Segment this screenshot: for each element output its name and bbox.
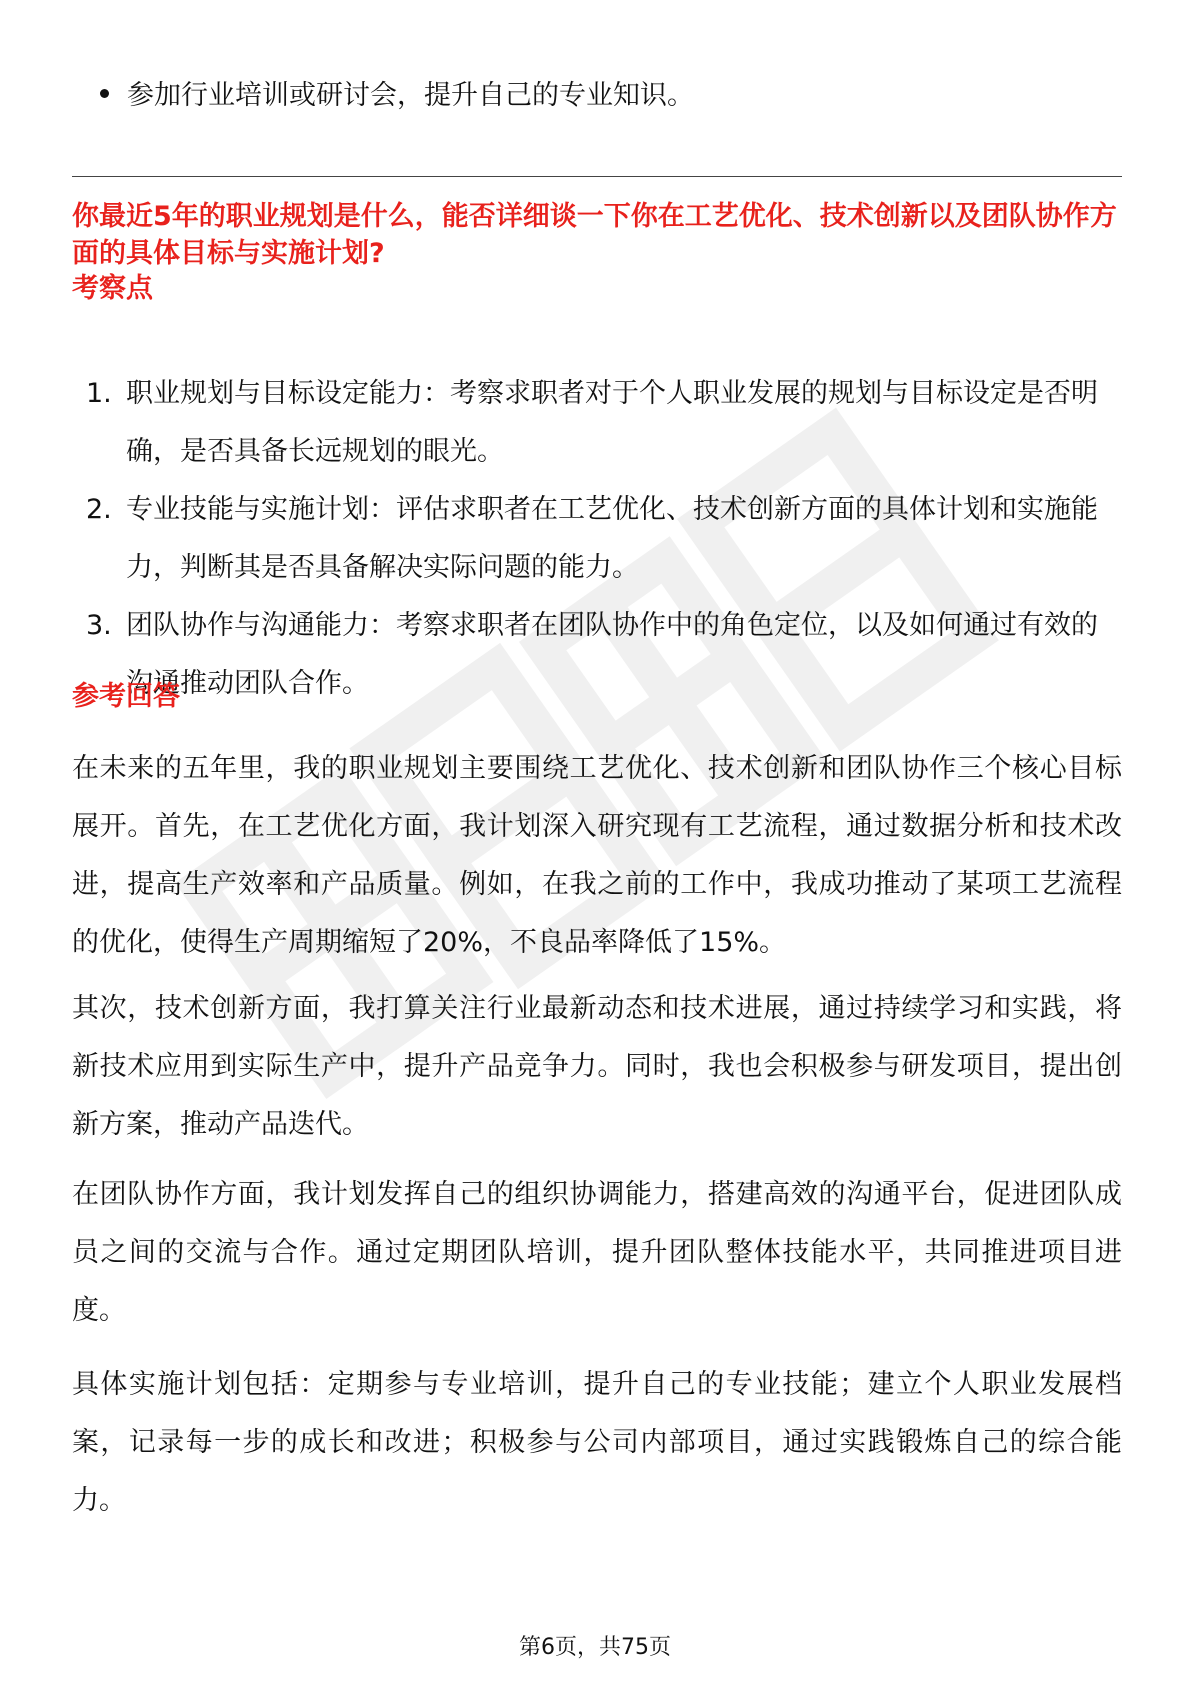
- question-title: 你最近5年的职业规划是什么，能否详细谈一下你在工艺优化、技术创新以及团队协作方面的具体目标与实施计划?: [72, 201, 1117, 269]
- list-item-text: 职业规划与目标设定能力：考察求职者对于个人职业发展的规划与目标设定是否明确，是否具备长远规划的眼光。: [126, 378, 1098, 467]
- list-item: [72, 365, 1122, 481]
- list-item-number: 2.: [86, 494, 112, 525]
- page-footer: 第6页，共75页: [519, 1635, 671, 1660]
- focus-list: [72, 365, 1122, 713]
- bullet-dot-icon: [100, 89, 109, 98]
- answer-heading: 参考回答: [72, 681, 180, 712]
- answer-paragraph: 其次，技术创新方面，我打算关注行业最新动态和技术进展，通过持续学习和实践，将新技术应用到实际生产中，提升产品竞争力。同时，我也会积极参与研发项目，提出创新方案，推动产品迭代。: [72, 993, 1122, 1140]
- focus-heading: 考察点: [72, 273, 153, 304]
- list-item: [72, 597, 1122, 713]
- list-item-number: 3.: [86, 610, 112, 641]
- bullet-text: 参加行业培训或研讨会，提升自己的专业知识。: [127, 80, 694, 111]
- list-item-text: 团队协作与沟通能力：考察求职者在团队协作中的角色定位，以及如何通过有效的沟通推动团队合作。: [126, 610, 1098, 699]
- section-divider: [72, 176, 1122, 177]
- list-item: [72, 481, 1122, 597]
- list-item-text: 专业技能与实施计划：评估求职者在工艺优化、技术创新方面的具体计划和实施能力，判断其是否具备解决实际问题的能力。: [126, 494, 1098, 583]
- answer-paragraph: 具体实施计划包括：定期参与专业培训，提升自己的专业技能；建立个人职业发展档案，记录每一步的成长和改进；积极参与公司内部项目，通过实践锻炼自己的综合能力。: [72, 1369, 1122, 1516]
- list-item-number: 1.: [86, 378, 112, 409]
- answer-paragraph: 在未来的五年里，我的职业规划主要围绕工艺优化、技术创新和团队协作三个核心目标展开。首先，在工艺优化方面，我计划深入研究现有工艺流程，通过数据分析和技术改进，提高生产效率和产品质量。例如，在我之前的工作中，我成功推动了某项工艺流程的优化，使得生产周期缩短了20%，不良品率降低了15%。: [72, 753, 1122, 958]
- bullet-item: [100, 76, 694, 116]
- answer-paragraph: 在团队协作方面，我计划发挥自己的组织协调能力，搭建高效的沟通平台，促进团队成员之间的交流与合作。通过定期团队培训，提升团队整体技能水平，共同推进项目进度。: [72, 1179, 1122, 1326]
